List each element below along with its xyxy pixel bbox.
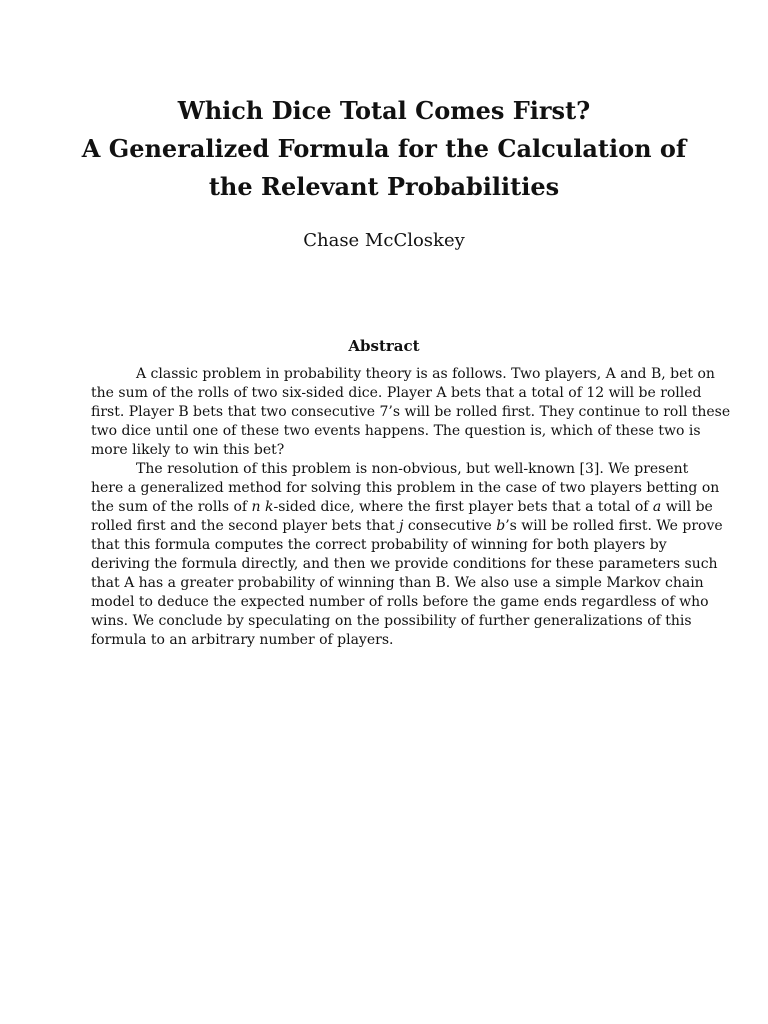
abstract-line: A classic problem in probability theory is as follows. Two players, A and B, bet on [136,366,715,382]
author-name: Chase McCloskey [303,230,465,251]
abstract-line: wins. We conclude by speculating on the possibility of further generalizations of this [91,613,692,629]
abstract-line: The resolution of this problem is non-obvious, but well-known [3]. We present [136,461,689,477]
variable-a: a [652,499,662,515]
text-run: ’s will be rolled first. We prove [505,518,723,534]
abstract-line [91,517,723,536]
abstract-line: more likely to win this bet? [91,442,285,458]
abstract-line: two dice until one of these two events happens. The question is, which of these two is [91,423,701,439]
abstract-line: deriving the formula directly, and then we provide conditions for these parameters such [91,556,718,572]
abstract-line: model to deduce the expected number of rolls before the game ends regardless of who [91,594,709,610]
abstract-line: first. Player B bets that two consecutive 7’s will be rolled first. They continue to roll these [91,404,731,420]
text-run: rolled first and the second player bets that [91,518,400,534]
abstract-line: that A has a greater probability of winning than B. We also use a simple Markov chain [91,575,704,591]
variable-n: n [251,499,261,515]
abstract-paragraph-1 [91,365,731,460]
abstract-line: that this formula computes the correct probability of winning for both players by [91,537,667,553]
abstract-line: here a generalized method for solving this problem in the case of two players betting on [91,480,720,496]
variable-k: k [265,499,274,515]
variable-b: b [496,518,506,534]
text-run: -sided dice, where the first player bets that a total of [273,499,653,515]
abstract-body [91,365,731,650]
title-line-3: the Relevant Probabilities [208,172,560,201]
text-run: will be [661,499,713,515]
paper-title [40,92,728,206]
abstract-heading: Abstract [348,337,420,355]
title-line-1: Which Dice Total Comes First? [177,96,591,125]
abstract-line: the sum of the rolls of two six-sided dice. Player A bets that a total of 12 will be rolled [91,385,702,401]
abstract-line [91,498,713,517]
text-run: consecutive [403,518,497,534]
abstract-line: formula to an arbitrary number of players. [91,632,394,648]
abstract-paragraph-2 [91,460,723,650]
text-run: the sum of the rolls of [91,499,252,515]
title-line-2: A Generalized Formula for the Calculation of [81,134,687,163]
variable-j: j [399,518,404,534]
